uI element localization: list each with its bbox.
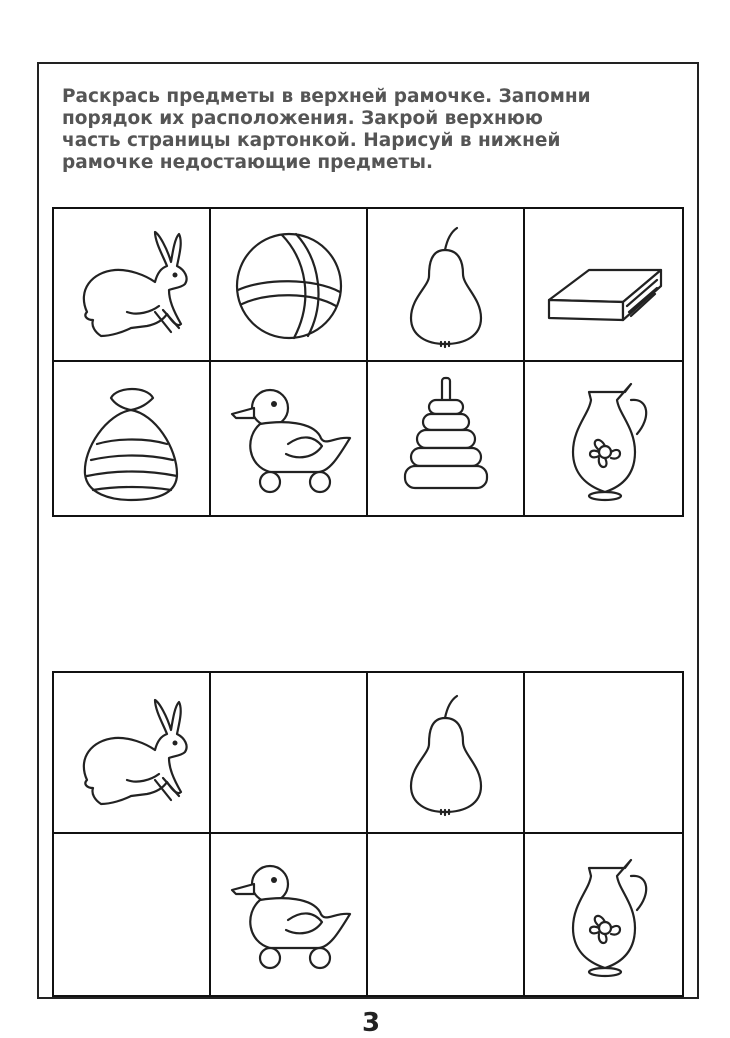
empty-cell[interactable] [368,834,525,995]
duck-toy-icon [224,374,354,504]
instruction-line: порядок их расположения. Закрой верхнюю [62,108,543,129]
instruction-text [62,86,692,174]
duck-toy-icon [224,850,354,980]
bottom-picture-grid [52,671,684,997]
grid-cell [211,209,368,362]
rabbit-icon [67,220,197,350]
grid-cell [54,362,211,515]
instruction-line: Раскрась предметы в верхней рамочке. Запомни [62,86,591,107]
instruction-line: часть страницы картонкой. Нарисуй в нижней [62,130,561,151]
grid-cell [525,362,682,515]
grid-cell [211,362,368,515]
grid-cell [368,673,525,834]
grid-cell [525,209,682,362]
page-number: 3 [362,1008,381,1038]
instruction-line: рамочке недостающие предметы. [62,152,434,173]
grid-cell [54,209,211,362]
rabbit-icon [67,688,197,818]
sack-icon [67,374,197,504]
empty-cell[interactable] [525,673,682,834]
top-picture-grid [52,207,684,517]
jug-icon [539,850,669,980]
empty-cell[interactable] [211,673,368,834]
pear-icon [381,688,511,818]
grid-cell [211,834,368,995]
empty-cell[interactable] [54,834,211,995]
grid-cell [525,834,682,995]
grid-cell [368,209,525,362]
pear-icon [381,220,511,350]
jug-icon [539,374,669,504]
book-icon [539,220,669,350]
pyramid-toy-icon [381,374,511,504]
ball-icon [224,220,354,350]
grid-cell [54,673,211,834]
grid-cell [368,362,525,515]
